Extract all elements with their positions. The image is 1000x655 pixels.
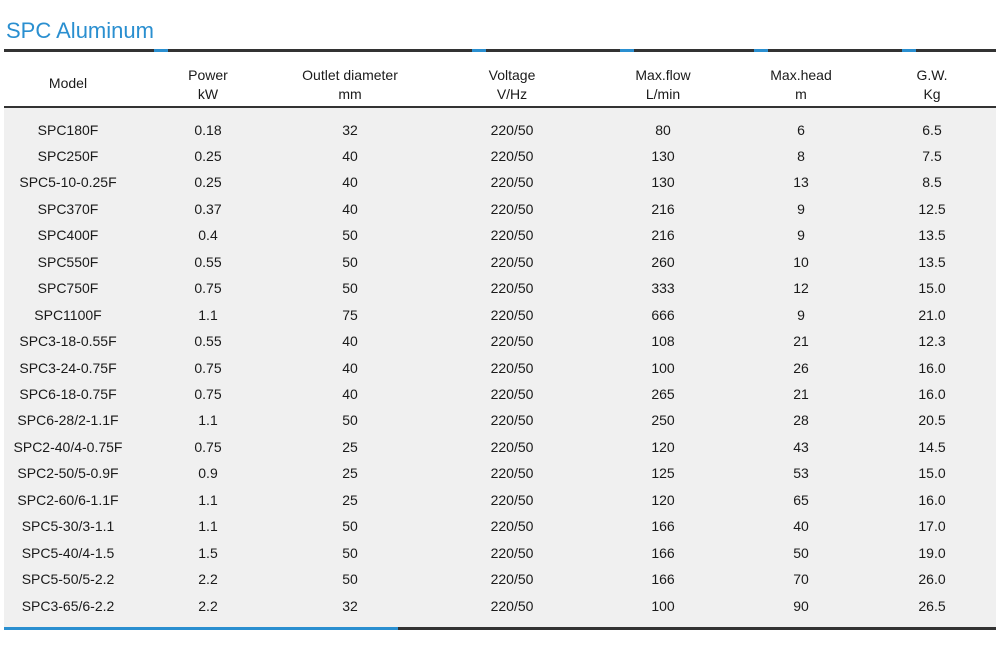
cell-voltage: 220/50 [490, 465, 534, 482]
table-body [4, 108, 996, 627]
cell-model: SPC5-40/4-1.5 [21, 544, 115, 561]
cell-max-head: 28 [793, 412, 809, 429]
cell-outlet-diameter: 40 [342, 386, 358, 402]
table-row [4, 196, 996, 223]
cell-outlet-diameter: 32 [342, 597, 358, 614]
cell-max-flow: 216 [651, 227, 675, 244]
table-header [4, 52, 996, 106]
cell-outlet-diameter: 50 [342, 412, 358, 429]
cell-model: SPC750F [37, 280, 99, 297]
cell-model: SPC2-50/5-0.9F [17, 465, 119, 482]
table-row [4, 540, 996, 567]
cell-voltage: 220/50 [490, 518, 534, 535]
cell-power: 0.25 [194, 174, 222, 191]
cell-max-head: 26 [793, 359, 809, 376]
cell-gross-weight: 16.0 [918, 386, 946, 402]
table-row [4, 249, 996, 276]
cell-outlet-diameter: 25 [342, 465, 358, 482]
cell-max-flow: 100 [651, 359, 675, 376]
cell-max-flow: 130 [651, 147, 675, 164]
cell-max-flow: 166 [651, 571, 675, 588]
cell-max-flow: 260 [651, 253, 675, 270]
cell-max-flow: 80 [655, 121, 671, 138]
column-header-gross-weight [916, 66, 947, 104]
cell-outlet-diameter: 50 [342, 518, 358, 535]
column-header-unit: m [795, 86, 807, 102]
table-row [4, 222, 996, 249]
table-row [4, 566, 996, 593]
cell-max-flow: 125 [651, 465, 675, 482]
cell-voltage: 220/50 [490, 359, 534, 376]
cell-power: 1.1 [198, 306, 218, 323]
cell-power: 1.5 [198, 544, 218, 561]
column-header-label: Max.head [770, 67, 832, 83]
column-header-label: Voltage [488, 67, 536, 83]
cell-voltage: 220/50 [490, 121, 534, 138]
cell-outlet-diameter: 40 [342, 174, 358, 191]
table-row [4, 328, 996, 355]
cell-max-head: 70 [793, 571, 809, 588]
cell-max-flow: 130 [651, 174, 675, 191]
cell-power: 2.2 [198, 571, 218, 588]
cell-voltage: 220/50 [490, 597, 534, 614]
cell-outlet-diameter: 50 [342, 280, 358, 297]
cell-outlet-diameter: 75 [342, 306, 358, 323]
cell-max-flow: 250 [651, 412, 675, 429]
cell-max-head: 53 [793, 465, 809, 482]
cell-voltage: 220/50 [490, 491, 534, 508]
column-header-label: Model [48, 75, 88, 91]
cell-model: SPC2-60/6-1.1F [17, 491, 119, 508]
cell-outlet-diameter: 50 [342, 544, 358, 561]
cell-gross-weight: 7.5 [922, 147, 942, 164]
cell-voltage: 220/50 [490, 227, 534, 244]
cell-max-flow: 333 [651, 280, 675, 297]
bottom-rule [398, 627, 996, 630]
cell-max-head: 9 [797, 200, 805, 217]
table-row [4, 143, 996, 170]
cell-gross-weight: 13.5 [918, 227, 946, 244]
cell-max-head: 50 [793, 544, 809, 561]
cell-model: SPC370F [37, 200, 99, 217]
cell-power: 0.18 [194, 121, 222, 138]
cell-max-head: 8 [797, 147, 805, 164]
cell-voltage: 220/50 [490, 253, 534, 270]
cell-model: SPC5-50/5-2.2 [21, 571, 115, 588]
cell-model: SPC5-30/3-1.1 [21, 518, 115, 535]
cell-power: 0.75 [194, 359, 222, 376]
cell-max-flow: 120 [651, 438, 675, 455]
column-header-label: Outlet diameter [302, 67, 398, 83]
table-row [4, 407, 996, 434]
cell-max-flow: 216 [651, 200, 675, 217]
cell-gross-weight: 14.5 [918, 438, 946, 455]
column-header-model [49, 74, 87, 93]
column-header-outlet-diameter [302, 66, 398, 104]
table-row [4, 355, 996, 382]
cell-voltage: 220/50 [490, 438, 534, 455]
cell-outlet-diameter: 32 [342, 121, 358, 138]
cell-model: SPC550F [37, 253, 99, 270]
cell-power: 0.75 [194, 438, 222, 455]
cell-gross-weight: 26.5 [918, 597, 946, 614]
cell-power: 1.1 [198, 412, 218, 429]
cell-gross-weight: 26.0 [918, 571, 946, 588]
column-header-power [188, 66, 228, 104]
cell-gross-weight: 16.0 [918, 359, 946, 376]
column-header-max-head [770, 66, 831, 104]
cell-max-flow: 166 [651, 544, 675, 561]
cell-max-head: 12 [793, 280, 809, 297]
cell-model: SPC1100F [34, 306, 102, 323]
cell-power: 0.55 [194, 253, 222, 270]
column-header-unit: kW [197, 86, 219, 102]
table-row [4, 593, 996, 620]
cell-max-head: 9 [797, 227, 805, 244]
cell-voltage: 220/50 [490, 306, 534, 323]
cell-gross-weight: 19.0 [918, 544, 946, 561]
table-row [4, 513, 996, 540]
cell-gross-weight: 15.0 [918, 465, 946, 482]
cell-max-flow: 265 [651, 386, 675, 402]
cell-outlet-diameter: 25 [342, 438, 358, 455]
cell-max-head: 40 [793, 518, 809, 535]
table-row [4, 381, 996, 408]
cell-model: SPC3-65/6-2.2 [21, 597, 115, 614]
cell-max-head: 21 [793, 386, 809, 402]
cell-model: SPC180F [37, 121, 99, 138]
column-header-unit: mm [338, 86, 362, 102]
cell-voltage: 220/50 [490, 386, 534, 402]
cell-power: 0.37 [194, 200, 222, 217]
cell-gross-weight: 8.5 [922, 174, 942, 191]
cell-voltage: 220/50 [490, 147, 534, 164]
table-row [4, 169, 996, 196]
column-header-label: Max.flow [635, 67, 691, 83]
cell-max-head: 10 [793, 253, 809, 270]
cell-gross-weight: 16.0 [918, 491, 946, 508]
column-header-label: Power [188, 67, 228, 83]
cell-gross-weight: 13.5 [918, 253, 946, 270]
cell-max-flow: 100 [651, 597, 675, 614]
cell-model: SPC2-40/4-0.75F [13, 438, 123, 455]
cell-max-head: 9 [797, 306, 805, 323]
cell-model: SPC3-18-0.55F [19, 333, 117, 350]
cell-max-head: 13 [793, 174, 809, 191]
cell-voltage: 220/50 [490, 571, 534, 588]
cell-outlet-diameter: 40 [342, 333, 358, 350]
cell-model: SPC400F [37, 227, 99, 244]
cell-model: SPC6-28/2-1.1F [17, 412, 119, 429]
cell-voltage: 220/50 [490, 544, 534, 561]
cell-gross-weight: 17.0 [918, 518, 946, 535]
cell-max-head: 43 [793, 438, 809, 455]
column-header-label: G.W. [916, 67, 948, 83]
cell-model: SPC6-18-0.75F [19, 386, 117, 402]
cell-outlet-diameter: 40 [342, 200, 358, 217]
table-row [4, 117, 996, 144]
cell-power: 0.9 [198, 465, 218, 482]
cell-max-flow: 166 [651, 518, 675, 535]
column-header-max-flow [635, 66, 690, 104]
cell-power: 0.4 [198, 227, 218, 244]
cell-max-head: 65 [793, 491, 809, 508]
column-header-unit: V/Hz [496, 86, 528, 102]
cell-model: SPC250F [37, 147, 99, 164]
table-row [4, 434, 996, 461]
cell-outlet-diameter: 25 [342, 491, 358, 508]
table-row [4, 460, 996, 487]
table-row [4, 487, 996, 514]
cell-power: 0.75 [194, 386, 222, 402]
table-row [4, 302, 996, 329]
cell-outlet-diameter: 50 [342, 571, 358, 588]
cell-outlet-diameter: 50 [342, 253, 358, 270]
table-row [4, 275, 996, 302]
cell-power: 2.2 [198, 597, 218, 614]
cell-gross-weight: 21.0 [918, 306, 946, 323]
cell-gross-weight: 12.5 [918, 200, 946, 217]
cell-power: 0.75 [194, 280, 222, 297]
cell-max-head: 90 [793, 597, 809, 614]
cell-gross-weight: 15.0 [918, 280, 946, 297]
cell-voltage: 220/50 [490, 280, 534, 297]
bottom-rule-accent [4, 627, 398, 630]
cell-voltage: 220/50 [490, 174, 534, 191]
cell-model: SPC5-10-0.25F [19, 174, 117, 191]
cell-gross-weight: 20.5 [918, 412, 946, 429]
cell-max-head: 6 [797, 121, 805, 138]
cell-outlet-diameter: 40 [342, 147, 358, 164]
cell-power: 1.1 [198, 518, 218, 535]
column-header-unit: L/min [645, 86, 681, 102]
cell-gross-weight: 12.3 [918, 333, 946, 350]
cell-voltage: 220/50 [490, 333, 534, 350]
cell-max-head: 21 [793, 333, 809, 350]
cell-outlet-diameter: 40 [342, 359, 358, 376]
cell-power: 0.55 [194, 333, 222, 350]
page-title: SPC Aluminum [6, 18, 154, 43]
cell-outlet-diameter: 50 [342, 227, 358, 244]
column-header-voltage [489, 66, 536, 104]
cell-power: 0.25 [194, 147, 222, 164]
column-header-unit: Kg [923, 86, 941, 102]
cell-gross-weight: 6.5 [922, 121, 942, 138]
cell-voltage: 220/50 [490, 412, 534, 429]
cell-max-flow: 666 [651, 306, 675, 323]
cell-power: 1.1 [198, 491, 218, 508]
cell-model: SPC3-24-0.75F [19, 359, 117, 376]
cell-max-flow: 120 [651, 491, 675, 508]
cell-max-flow: 108 [651, 333, 675, 350]
cell-voltage: 220/50 [490, 200, 534, 217]
